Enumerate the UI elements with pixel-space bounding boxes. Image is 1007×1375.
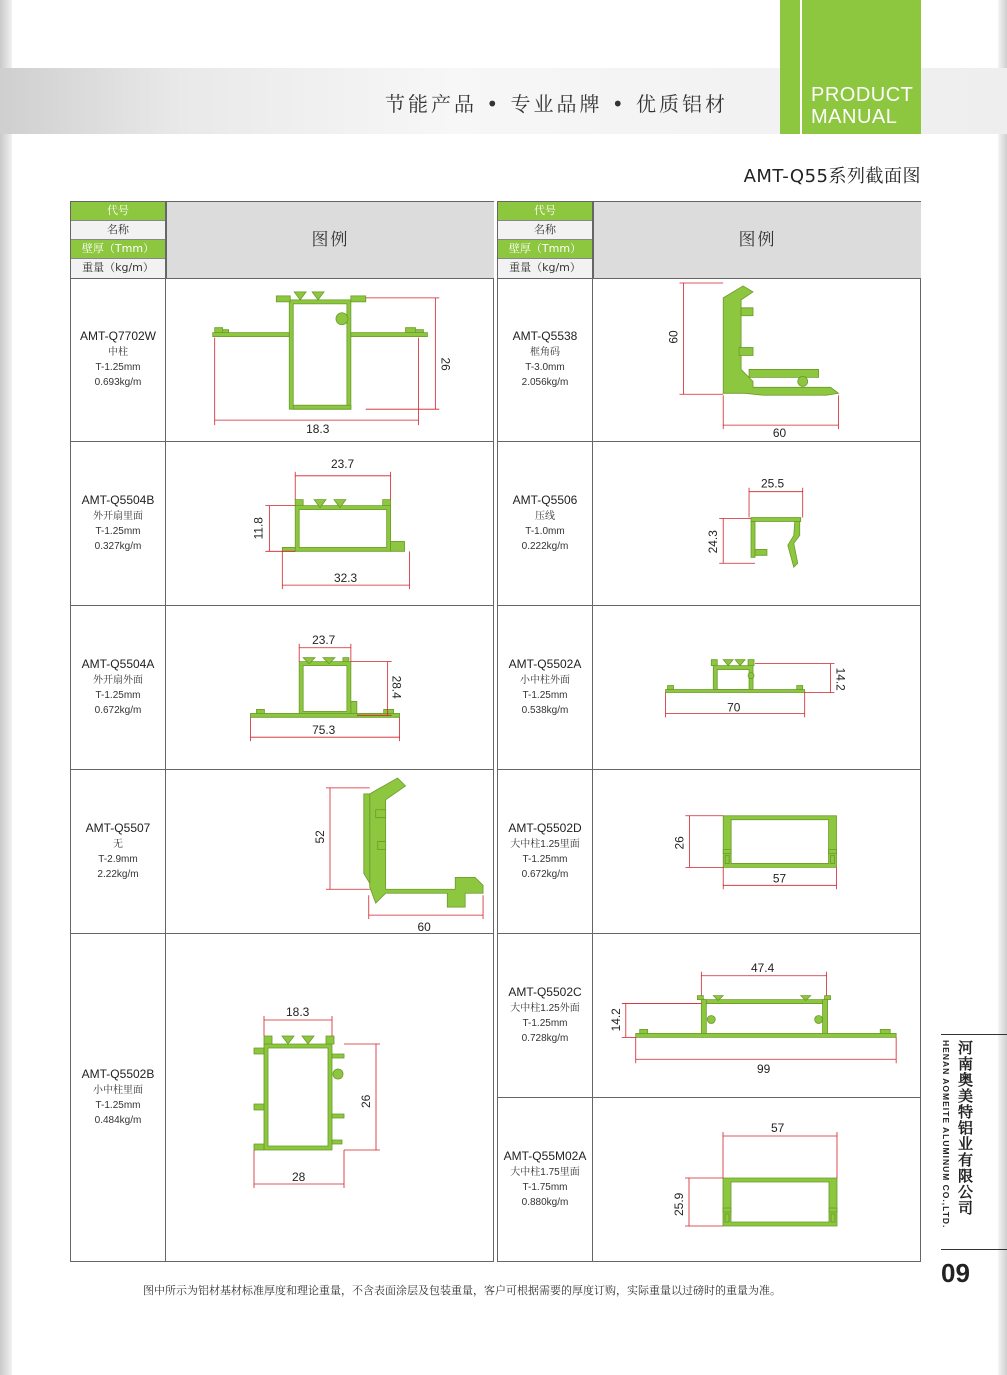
profile-info: [498, 770, 592, 933]
dim-height: 14.2: [608, 1008, 623, 1032]
profile-info: [71, 278, 165, 441]
profile-drawing: [166, 770, 493, 933]
profile-section-svg: [593, 1098, 920, 1261]
table-row: [71, 934, 493, 1261]
profile-name: 小中柱外面: [520, 675, 570, 686]
profile-info: [498, 606, 592, 769]
company-name-en: HENAN AOMEITE ALUMINUM CO.,LTD.: [941, 1040, 951, 1229]
page-number-divider: [941, 1249, 1007, 1250]
dim-height: 11.8: [251, 517, 266, 540]
table-row: [71, 278, 493, 442]
profile-code: AMT-Q5504B: [81, 493, 155, 507]
profile-code: AMT-Q5507: [85, 821, 151, 835]
profile-section-svg: [593, 770, 920, 933]
dim-height: 52: [313, 830, 328, 844]
profile-section-svg: [593, 606, 920, 769]
manual-label: MANUAL: [811, 106, 898, 128]
dim-height: 25.9: [672, 1192, 686, 1216]
profile-code: AMT-Q5502A: [508, 657, 582, 671]
header-weight: 重量（kg/m）: [498, 259, 592, 278]
profile-drawing: [593, 934, 920, 1097]
dim-width: 57: [771, 1121, 785, 1135]
profile-name: 中柱: [108, 347, 128, 358]
table-header: [71, 202, 493, 279]
header-figure: 图例: [593, 202, 921, 278]
page-edge-left: [0, 0, 12, 1375]
profile-thickness: T-1.25mm: [522, 690, 568, 701]
profile-code: AMT-Q5502D: [508, 821, 582, 835]
table-row: [71, 442, 493, 606]
dim-top-width: 18.3: [286, 1005, 310, 1019]
dim-width: 60: [772, 426, 787, 441]
profile-weight: 0.880kg/m: [521, 1197, 569, 1208]
profile-drawing: [593, 770, 920, 933]
profile-weight: 0.672kg/m: [521, 869, 569, 880]
profile-weight: 0.484kg/m: [94, 1115, 142, 1126]
dim-bottom-width: 75.3: [312, 723, 336, 738]
dim-bottom-width: 99: [756, 1062, 771, 1077]
table-row: [71, 606, 493, 770]
profile-info: [498, 1098, 592, 1261]
profile-code: AMT-Q5538: [512, 329, 578, 343]
page-number: 09: [941, 1258, 970, 1288]
profile-name: 外开扇外面: [93, 675, 143, 686]
dim-height: 26: [438, 357, 453, 371]
profile-name: 大中柱1.75里面: [510, 1167, 580, 1178]
profile-section-svg: [593, 934, 920, 1097]
profile-thickness: T-1.25mm: [522, 1018, 568, 1029]
profile-section-svg: [166, 770, 493, 933]
dim-bottom-width: 28: [292, 1170, 306, 1184]
profile-weight: 0.538kg/m: [521, 705, 569, 716]
product-label: PRODUCT: [811, 84, 914, 106]
profile-info: [71, 934, 165, 1261]
header-slogan: 节能产品 • 专业品牌 • 优质铝材: [385, 92, 729, 116]
table-row: [71, 770, 493, 934]
profile-code: AMT-Q5506: [512, 493, 578, 507]
profile-section-svg: [593, 442, 920, 605]
profile-section-svg: [166, 934, 493, 1261]
profile-thickness: T-1.75mm: [522, 1182, 568, 1193]
dim-height: 14.2: [833, 667, 848, 691]
side-divider: [941, 1034, 1007, 1035]
profile-info: [498, 934, 592, 1097]
profile-info: [498, 442, 592, 605]
profile-thickness: T-1.25mm: [95, 362, 141, 373]
profile-thickness: T-2.9mm: [98, 854, 138, 865]
tab-divider: [800, 0, 802, 134]
dim-height: 28.4: [389, 675, 404, 699]
table-row: [498, 1098, 920, 1261]
profile-name: 大中柱1.25外面: [510, 1003, 580, 1014]
table-row: [498, 934, 920, 1098]
series-title: AMT-Q55系列截面图: [743, 166, 921, 187]
footer-note: 图中所示为铝材基材标准厚度和理论重量，不含表面涂层及包装重量，客户可根据需要的厚度订购，实际重量以过磅时的重量为准。: [143, 1284, 781, 1297]
profile-thickness: T-1.25mm: [95, 526, 141, 537]
table-row: [498, 442, 920, 606]
profile-drawing: [166, 606, 493, 769]
profile-name: 压线: [535, 511, 555, 522]
profile-code: AMT-Q5504A: [81, 657, 155, 671]
profile-name: 大中柱1.25里面: [510, 839, 580, 850]
profile-info: [498, 278, 592, 441]
header-figure: 图例: [166, 202, 494, 278]
header-weight: 重量（kg/m）: [71, 259, 165, 278]
profile-code: AMT-Q7702W: [79, 329, 157, 343]
header-name: 名称: [498, 221, 592, 240]
profile-section-svg: [166, 606, 493, 769]
dim-width: 25.5: [760, 476, 785, 491]
dim-bottom-width: 32.3: [333, 571, 358, 586]
table-header: [498, 202, 920, 279]
profile-table-left: [70, 201, 494, 1262]
profile-drawing: [593, 1098, 920, 1261]
profile-weight: 0.693kg/m: [94, 377, 142, 388]
profile-thickness: T-1.25mm: [95, 690, 141, 701]
header-name: 名称: [71, 221, 165, 240]
profile-info: [71, 606, 165, 769]
profile-thickness: T-1.25mm: [95, 1100, 141, 1111]
header-code: 代号: [498, 202, 592, 221]
dim-top-width: 23.7: [330, 456, 355, 471]
profile-name: 小中柱里面: [93, 1085, 143, 1096]
profile-section-svg: [166, 278, 493, 441]
profile-name: 外开扇里面: [93, 511, 143, 522]
profile-name: 无: [113, 839, 123, 850]
profile-weight: 0.728kg/m: [521, 1033, 569, 1044]
profile-drawing: [166, 934, 493, 1261]
profile-section-svg: [166, 442, 493, 605]
profile-weight: 0.222kg/m: [521, 541, 569, 552]
profile-section-svg: [593, 278, 920, 441]
company-name-block: [941, 1040, 981, 1240]
dim-height: 24.3: [706, 530, 721, 554]
profile-code: AMT-Q5502B: [81, 1067, 155, 1081]
profile-name: 框角码: [530, 347, 560, 358]
profile-table-right: [497, 201, 921, 1262]
profile-drawing: [166, 278, 493, 441]
table-row: [498, 770, 920, 934]
profile-drawing: [593, 278, 920, 441]
profile-code: AMT-Q5502C: [508, 985, 582, 999]
dim-height: 60: [666, 330, 681, 344]
dim-width: 60: [417, 920, 431, 935]
table-row: [498, 278, 920, 442]
profile-drawing: [593, 606, 920, 769]
header-thickness: 壁厚（Tmm）: [498, 240, 592, 259]
profile-weight: 0.327kg/m: [94, 541, 142, 552]
profile-drawing: [593, 442, 920, 605]
profile-info: [71, 442, 165, 605]
page-edge-right: [998, 0, 1007, 1375]
dim-width: 57: [772, 871, 787, 886]
dim-height: 26: [359, 1094, 373, 1108]
profile-code: AMT-Q55M02A: [503, 1149, 587, 1163]
profile-drawing: [166, 442, 493, 605]
header-thickness: 壁厚（Tmm）: [71, 240, 165, 259]
profile-thickness: T-1.25mm: [522, 854, 568, 865]
profile-info: [71, 770, 165, 933]
table-row: [498, 606, 920, 770]
profile-weight: 2.056kg/m: [521, 377, 569, 388]
dim-height: 26: [672, 836, 687, 850]
dim-width: 70: [727, 700, 741, 715]
dim-top-width: 23.7: [312, 632, 336, 647]
dim-width: 18.3: [306, 422, 330, 437]
profile-weight: 0.672kg/m: [94, 705, 142, 716]
company-name-cn: 河南奥美特铝业有限公司: [956, 1040, 974, 1216]
dim-top-width: 47.4: [751, 960, 775, 975]
header-code: 代号: [71, 202, 165, 221]
profile-thickness: T-1.0mm: [525, 526, 565, 537]
profile-thickness: T-3.0mm: [525, 362, 565, 373]
profile-weight: 2.22kg/m: [97, 869, 139, 880]
